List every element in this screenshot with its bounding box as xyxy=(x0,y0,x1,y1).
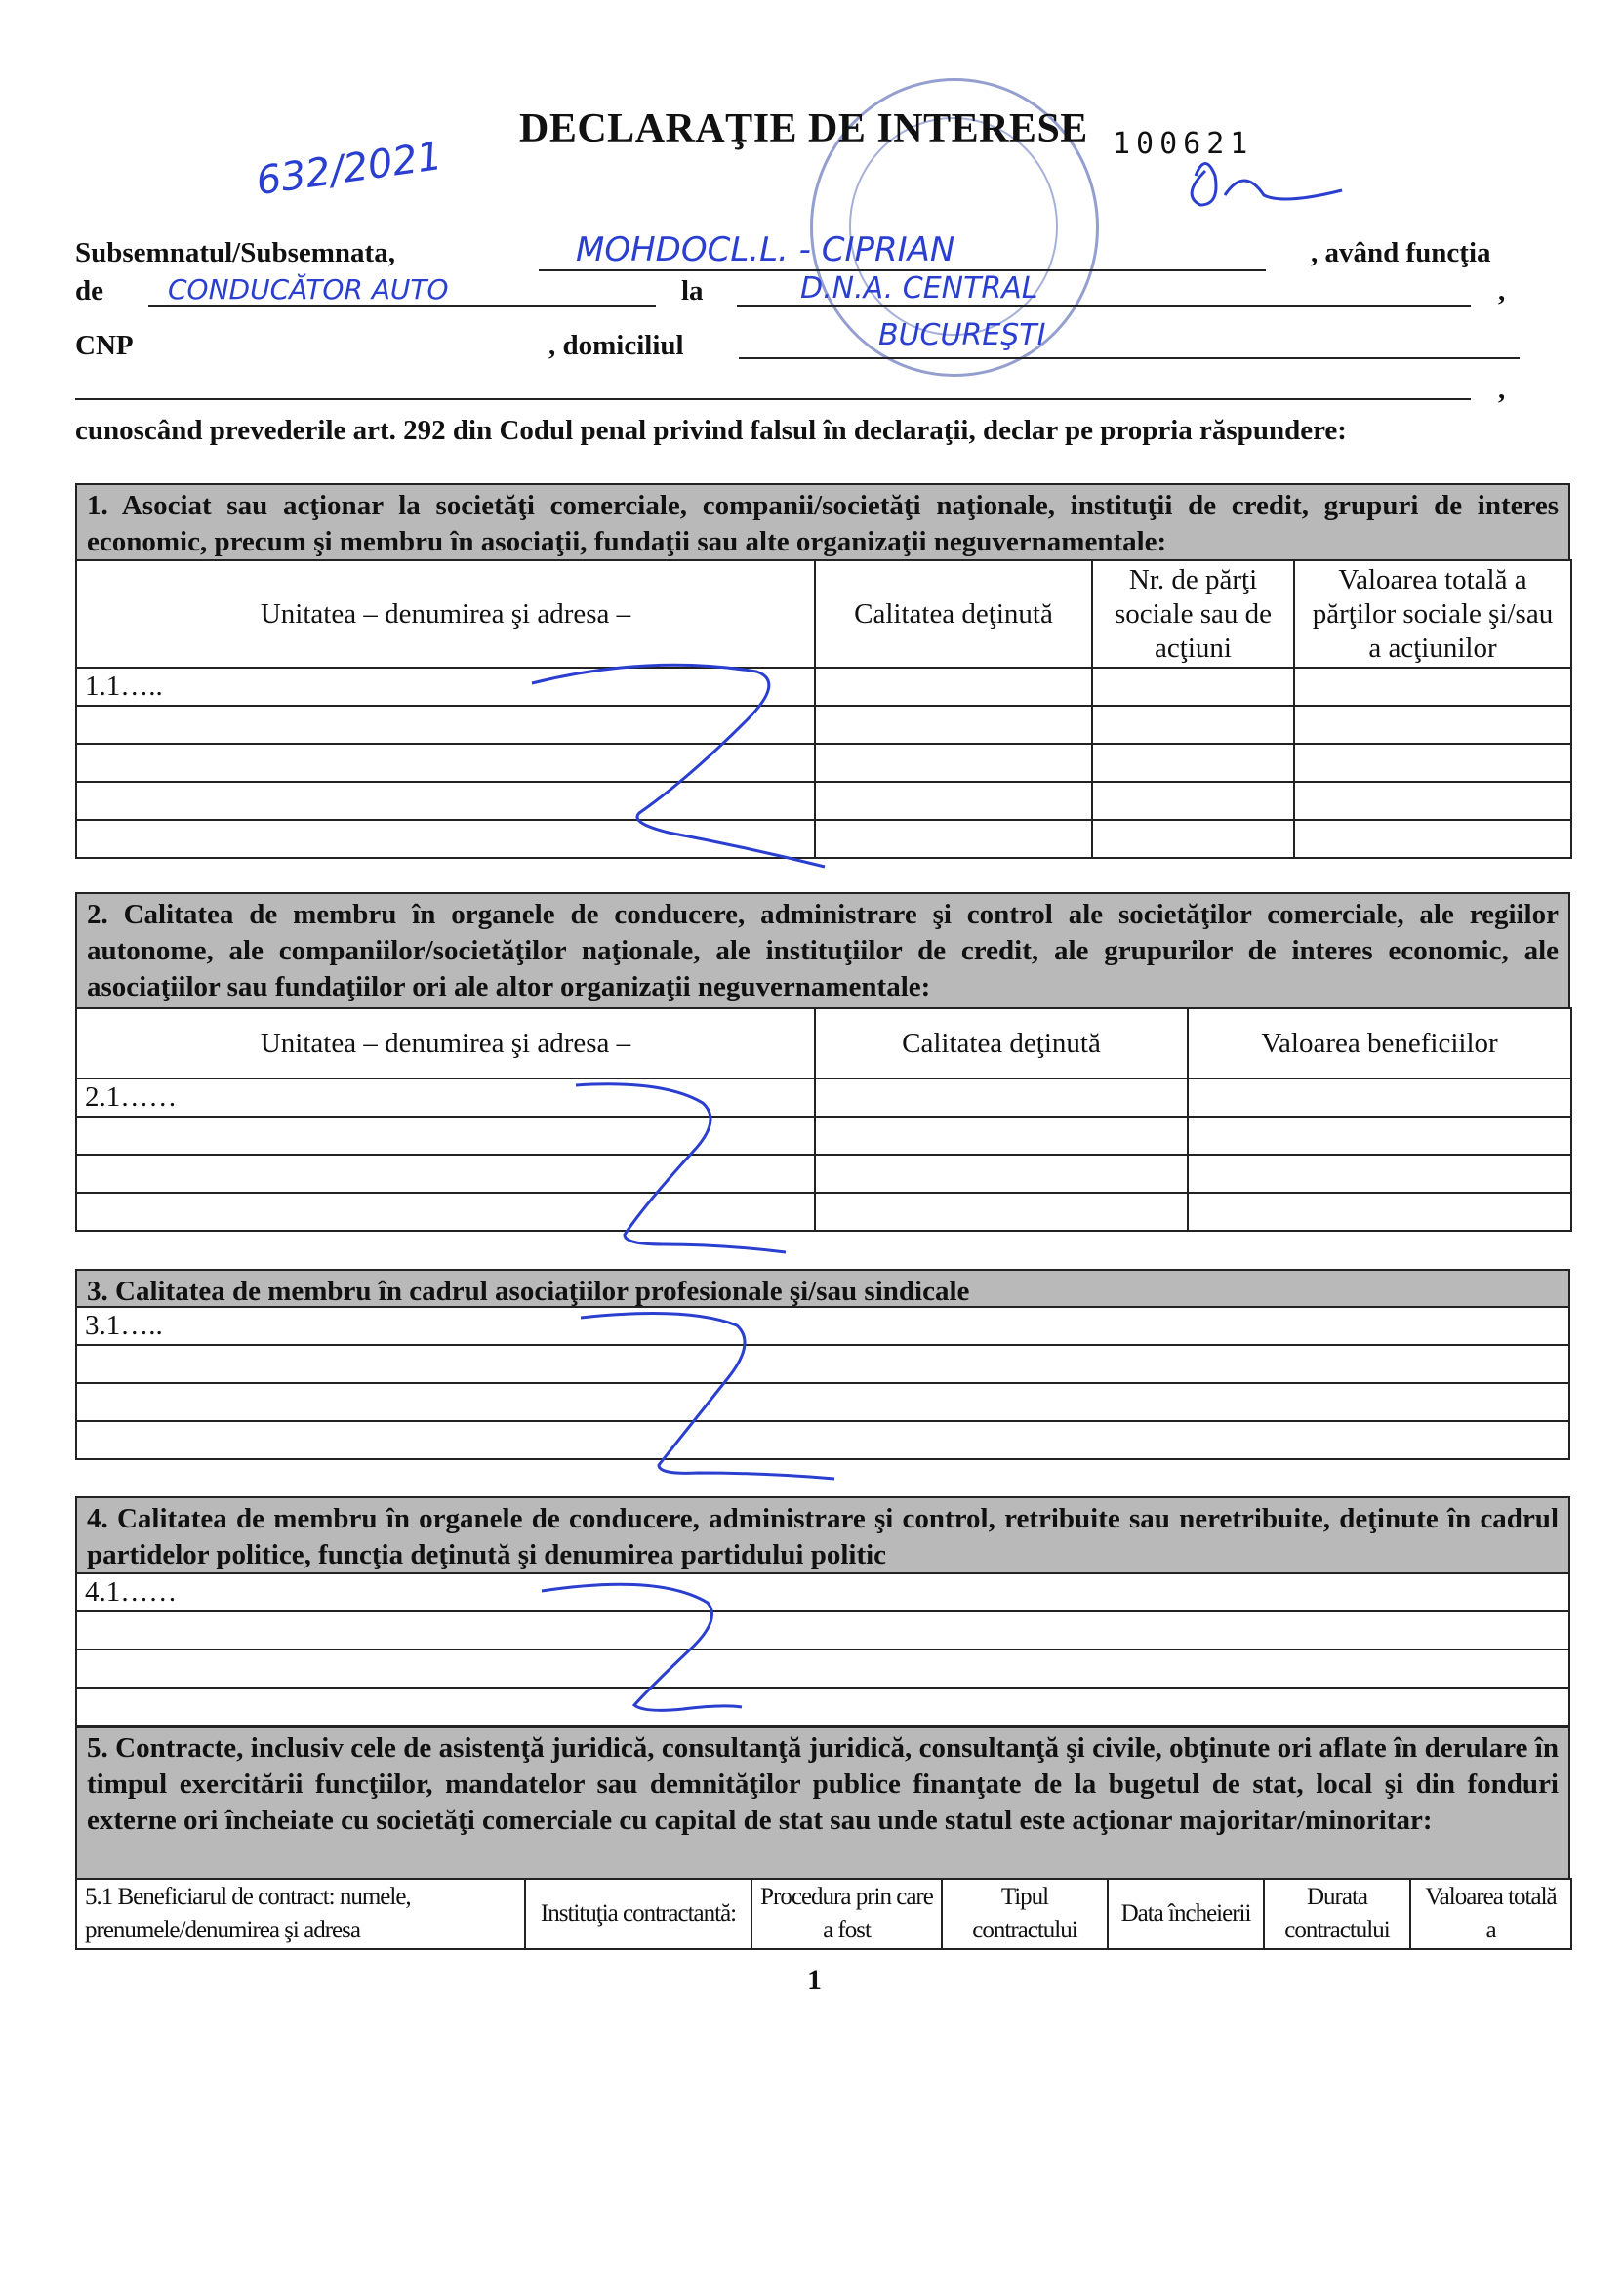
s2-row-1: 2.1…… xyxy=(76,1079,815,1117)
domicile-handwritten: BUCUREŞTI xyxy=(878,318,1046,352)
s1-col-shares: Nr. de părţi sociale sau de acţiuni xyxy=(1092,560,1294,668)
registration-number-handwritten: 632/2021 xyxy=(253,133,445,205)
section-2-heading: 2. Calitatea de membru în organele de conducere, administrare şi control ale societăţilor comerciale, ale regiilor autonome, ale companiilor/societăţilor naţionale, ale instituţiilor de credit, ale grupurilor de interes economic, ale asociaţiilor sau fundaţiilor ori ale altor organizaţii neguvernamentale: xyxy=(75,892,1570,1009)
legal-statement: cunoscând prevederile art. 292 din Codul penal privind falsul în declaraţii, declar pe propria răspundere: xyxy=(75,415,1347,446)
s1-col-value: Valoarea totală a părţilor sociale şi/sau a acţiunilor xyxy=(1294,560,1571,668)
s5-col-date: Data încheierii xyxy=(1108,1879,1264,1949)
s5-col-beneficiary: 5.1 Beneficiarul de contract: numele, prenumele/denumirea şi adresa xyxy=(76,1879,525,1949)
s1-row-1: 1.1….. xyxy=(76,668,815,706)
s1-col-quality: Calitatea deţinută xyxy=(815,560,1092,668)
s5-col-duration: Durata contractului xyxy=(1264,1879,1410,1949)
page-number: 1 xyxy=(807,1964,822,1996)
de-label: de xyxy=(75,275,103,306)
s2-col-benefits: Valoarea beneficiilor xyxy=(1188,1008,1571,1079)
name-handwritten: MOHDOCL.L. - CIPRIAN xyxy=(576,230,955,269)
comma-2: , xyxy=(1498,374,1506,405)
la-label: la xyxy=(681,275,704,306)
s2-col-quality: Calitatea deţinută xyxy=(815,1008,1188,1079)
institution-handwritten: D.N.A. CENTRAL xyxy=(800,271,1038,305)
function-label: , având funcţia xyxy=(1311,237,1491,268)
document-number: 100621 xyxy=(1113,127,1254,161)
s2-col-unit: Unitatea – denumirea şi adresa – xyxy=(76,1008,815,1079)
section-3-heading: 3. Calitatea de membru în cadrul asociaţiilor profesionale şi/sau sindicale xyxy=(75,1269,1570,1308)
section-5-heading: 5. Contracte, inclusiv cele de asistenţă juridică, consultanţă juridică, consultanţă şi civile, obţinute ori aflate în derulare în timpul exercitării funcţiilor, mandatelor sau demnităţilor publice finanţate de la bugetul de stat, local şi din fonduri externe ori încheiate cu societăţi comerciale cu capital de stat sau unde statul este acţionar majoritar/minoritar: xyxy=(75,1726,1570,1880)
s5-col-type: Tipul contractului xyxy=(942,1879,1108,1949)
section-4-heading: 4. Calitatea de membru în organele de conducere, administrare şi control, retribuite sau neretribuite, deţinute în cadrul partidelor politice, funcţia deţinută şi denumirea partidului politic xyxy=(75,1496,1570,1574)
s4-row-1: 4.1…… xyxy=(76,1573,1569,1611)
name-label: Subsemnatul/Subsemnata, xyxy=(75,237,395,268)
s3-row-1: 3.1….. xyxy=(76,1307,1569,1345)
function-handwritten: CONDUCĂTOR AUTO xyxy=(168,273,449,305)
s1-col-unit: Unitatea – denumirea şi adresa – xyxy=(76,560,815,668)
s5-col-procedure: Procedura prin care a fost xyxy=(751,1879,942,1949)
cnp-label: CNP xyxy=(75,330,134,361)
section-1-heading: 1. Asociat sau acţionar la societăţi comerciale, companii/societăţi naţionale, instituţii de credit, grupuri de interes economic, precum şi membru în asociaţii, fundaţii sau alte organizaţii neguvernamentale: xyxy=(75,483,1570,561)
domicile-label: , domiciliul xyxy=(548,330,684,361)
s5-col-value: Valoarea totală a xyxy=(1410,1879,1571,1949)
comma-1: , xyxy=(1498,275,1506,306)
document-title: DECLARAŢIE DE INTERESE xyxy=(519,106,1088,151)
s5-col-institution: Instituţia contractantă: xyxy=(525,1879,751,1949)
